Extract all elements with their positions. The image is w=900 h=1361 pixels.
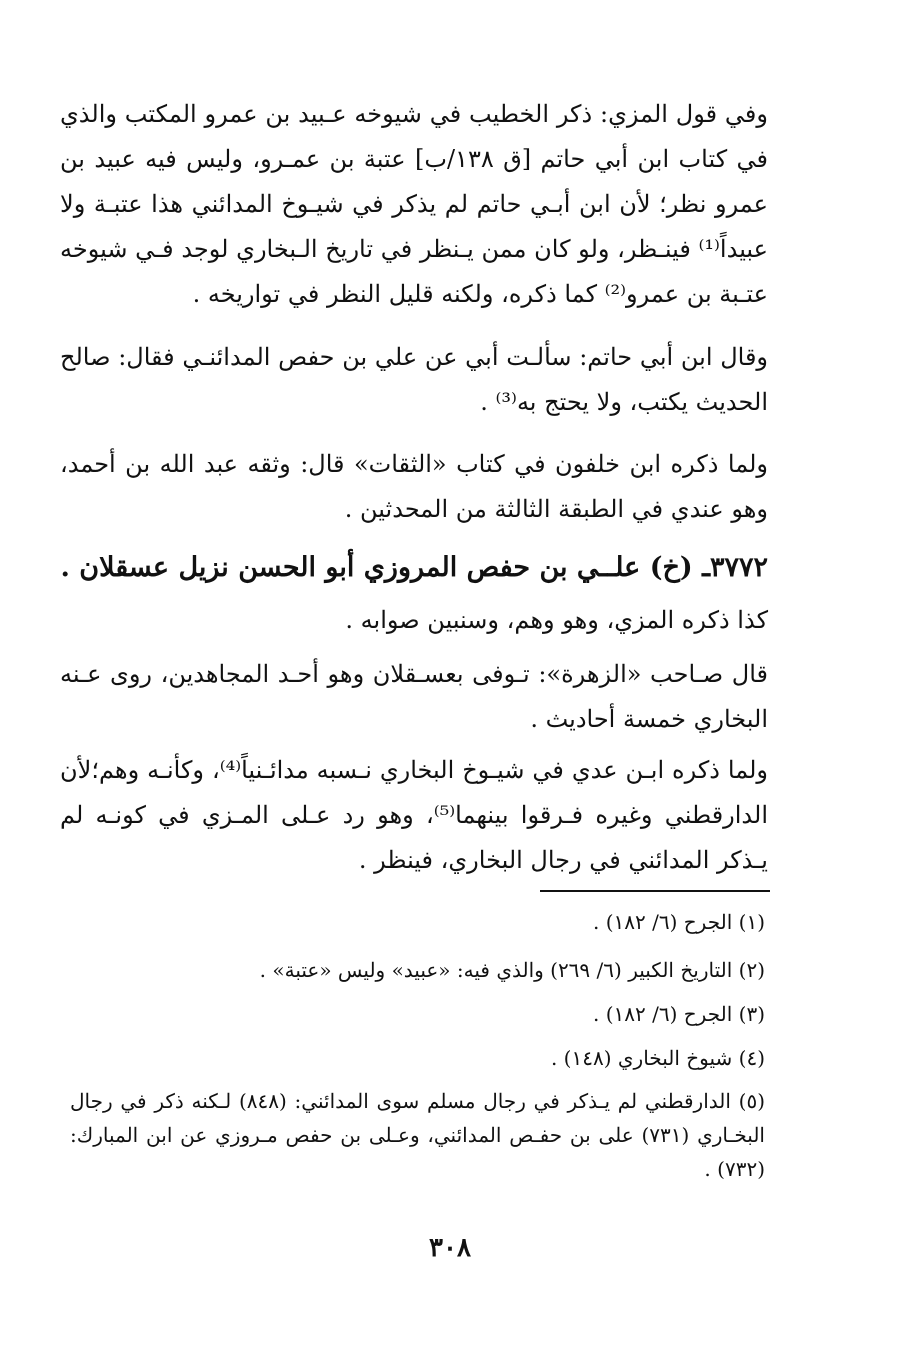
- entry-heading-3772: ٣٧٧٢ـ (خ) علــي بن حفص المروزي أبو الحسن نزيل عسقلان .: [60, 552, 768, 583]
- footnote-separator: [540, 890, 770, 892]
- footnote-1: (١) الجرح (٦/ ١٨٢) .: [592, 910, 765, 934]
- paragraph-mizzi-quote: وفي قول المزي: ذكر الخطيب في شيوخه عـبيد بن عمرو المكتب والذي في كتاب ابن أبي حاتم [ق ١٣٨/ب] عتبة بن عمـرو، وليس فيه عبيد بن عمرو نظر؛ لأن ابن أبـي حاتم لم يذكر في شيـوخ المدائني هذا عتبـة ولا عبيداً⁽¹⁾ فينـظر، ولو كان ممن يـنظر في تاريخ الـبخاري لوجد فـي شيوخه عتـبة بن عمرو⁽²⁾ كما ذكره، ولكنه قليل النظر في تواريخه .: [60, 100, 769, 308]
- footnote-5: (٥) الدارقطني لم يـذكر في رجال مسلم سوى المدائني: (٨٤٨) لـكنه ذكر في رجال البخـاري (٧٣١) على بن حفـص المدائني، وعـلى بن حفص مـروزي عن ابن المبارك: (٧٣٢) .: [70, 1089, 765, 1181]
- paragraph-zahra: قال صـاحب «الزهرة»: تـوفى بعسـقلان وهو أحـد المجاهدين، روى عـنه البخاري خمسة أحاديث .: [60, 660, 768, 733]
- paragraph-abi-hatim: وقال ابن أبي حاتم: سألـت أبي عن علي بن حفص المدائنـي فقال: صالح الحديث يكتب، ولا يحتج به⁽³⁾ .: [60, 343, 768, 416]
- footnote-3: (٣) الجرح (٦/ ١٨٢) .: [592, 1002, 765, 1026]
- paragraph-ibn-khalfun: ولما ذكره ابن خلفون في كتاب «الثقات» قال: وثقه عبد الله بن أحمد، وهو عندي في الطبقة الثالثة من المحدثين .: [60, 450, 768, 523]
- paragraph-ibn-adi: ولما ذكره ابـن عدي في شيـوخ البخاري نـسبه مدائـنياً⁽⁴⁾، وكأنـه وهم؛لأن الدارقطني وغيره فـرقوا بينهما⁽⁵⁾، وهو رد عـلى المـزي في كونـه لم يـذكر المدائني في رجال البخاري، فينظر .: [60, 756, 769, 874]
- footnote-2: (٢) التاريخ الكبير (٦/ ٢٦٩) والذي فيه: «عبيد» وليس «عتبة» .: [259, 958, 765, 982]
- page-number: ٣٠٨: [429, 1233, 471, 1263]
- footnote-4: (٤) شيوخ البخاري (١٤٨) .: [550, 1046, 765, 1070]
- paragraph-mizzi-error: كذا ذكره المزي، وهو وهم، وسنبين صوابه .: [345, 606, 768, 634]
